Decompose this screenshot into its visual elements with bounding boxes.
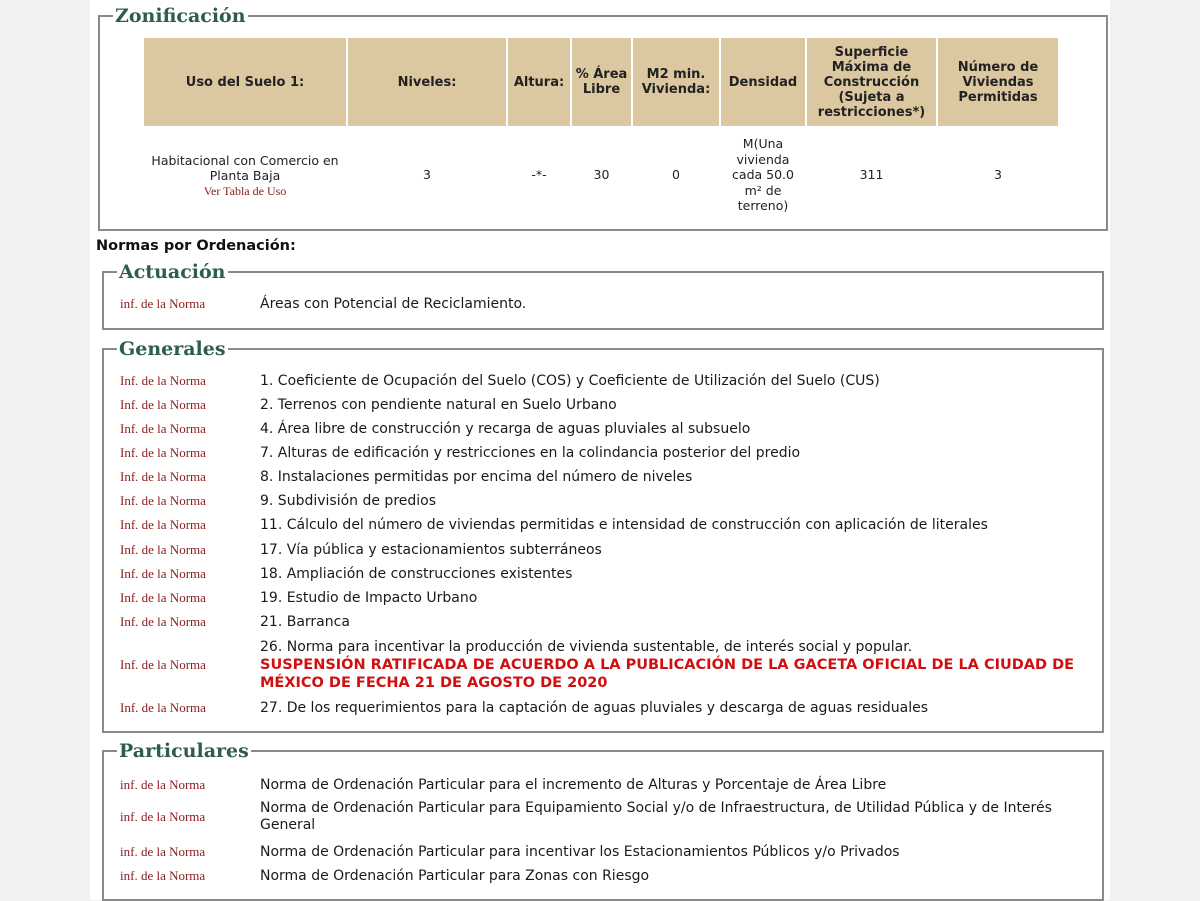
- cell-area-libre: 30: [593, 167, 610, 183]
- norma-row: [120, 515, 1100, 535]
- header-area-libre: % Área Libre: [572, 38, 631, 126]
- norma-text: [260, 373, 1100, 390]
- norma-description: 7. Alturas de edificación y restricciones en la colindancia posterior del predio: [260, 444, 801, 461]
- particulares-legend: Particulares: [119, 740, 249, 762]
- norma-description: 27. De los requerimientos para la captación de aguas pluviales y descarga de aguas residuales: [260, 699, 929, 716]
- norma-row: [120, 612, 1100, 632]
- norma-row: [120, 698, 1100, 718]
- inf-norma-link[interactable]: Inf. de la Norma: [120, 469, 206, 484]
- header-m2-min: M2 min. Vivienda:: [633, 38, 719, 126]
- norma-text: [260, 542, 1100, 559]
- header-densidad: Densidad: [721, 38, 805, 126]
- inf-norma-link[interactable]: inf. de la Norma: [120, 296, 206, 311]
- cell-densidad: M(Una vivienda cada 50.0 m² de terreno): [732, 136, 794, 214]
- inf-norma-link[interactable]: Inf. de la Norma: [120, 373, 206, 388]
- header-superficie: Superficie Máxima de Construcción (Sujeta a restricciones*): [807, 38, 936, 126]
- norma-row: [120, 588, 1100, 608]
- norma-row: [120, 798, 1100, 836]
- norma-text: [260, 700, 1100, 717]
- inf-norma-link[interactable]: Inf. de la Norma: [120, 614, 206, 629]
- norma-row: [120, 842, 1100, 862]
- cell-superficie: 311: [859, 167, 884, 183]
- norma-text: [260, 614, 1100, 631]
- norma-row: [120, 395, 1100, 415]
- inf-norma-link[interactable]: inf. de la Norma: [120, 868, 206, 883]
- header-viviendas: Número de Viviendas Permitidas: [938, 38, 1058, 126]
- normas-title: Normas por Ordenación:: [96, 238, 296, 254]
- norma-text: [260, 566, 1100, 583]
- norma-text: [260, 639, 1100, 692]
- norma-row: [120, 467, 1100, 487]
- norma-row: [120, 540, 1100, 560]
- norma-text: [260, 421, 1100, 438]
- cell-viviendas: 3: [994, 167, 1002, 183]
- cell-m2-min: 0: [672, 167, 680, 183]
- norma-text: Áreas con Potencial de Reciclamiento.: [260, 296, 527, 312]
- inf-norma-link[interactable]: Inf. de la Norma: [120, 700, 206, 715]
- norma-description: Norma de Ordenación Particular para Zonas con Riesgo: [260, 867, 650, 884]
- inf-norma-link[interactable]: Inf. de la Norma: [120, 397, 206, 412]
- norma-text: [260, 397, 1100, 414]
- zonificacion-legend: Zonificación: [115, 5, 246, 27]
- inf-norma-link[interactable]: inf. de la Norma: [120, 777, 206, 792]
- norma-description: 19. Estudio de Impacto Urbano: [260, 589, 478, 606]
- norma-row: [120, 866, 1100, 886]
- norma-text: [260, 868, 1100, 885]
- norma-row: [120, 371, 1100, 391]
- inf-norma-link[interactable]: inf. de la Norma: [120, 809, 206, 824]
- inf-norma-link[interactable]: Inf. de la Norma: [120, 445, 206, 460]
- norma-description: Norma de Ordenación Particular para incentivar los Estacionamientos Públicos y/o Privados: [260, 843, 900, 860]
- norma-description: Norma de Ordenación Particular para Equipamiento Social y/o de Infraestructura, de Utilidad Pública y de Interés General: [260, 800, 1052, 833]
- norma-text: [260, 493, 1100, 510]
- ver-tabla-link[interactable]: Ver Tabla de Uso: [203, 183, 287, 198]
- page: [90, 0, 1110, 900]
- norma-text: [260, 800, 1100, 834]
- inf-norma-link[interactable]: Inf. de la Norma: [120, 517, 206, 532]
- norma-text: [260, 469, 1100, 486]
- inf-norma-link[interactable]: Inf. de la Norma: [120, 542, 206, 557]
- norma-description: Norma de Ordenación Particular para el incremento de Alturas y Porcentaje de Área Libre: [260, 776, 887, 793]
- norma-row: [120, 564, 1100, 584]
- cell-altura: -*-: [531, 167, 547, 183]
- inf-norma-link[interactable]: Inf. de la Norma: [120, 421, 206, 436]
- norma-description: 17. Vía pública y estacionamientos subterráneos: [260, 541, 602, 558]
- norma-row: [120, 491, 1100, 511]
- norma-description: 8. Instalaciones permitidas por encima del número de niveles: [260, 468, 693, 485]
- norma-row: [120, 419, 1100, 439]
- cell-uso: [144, 128, 346, 222]
- inf-norma-link[interactable]: Inf. de la Norma: [120, 590, 206, 605]
- norma-description: 11. Cálculo del número de viviendas permitidas e intensidad de construcción con aplicación de literales: [260, 516, 988, 533]
- header-uso: Uso del Suelo 1:: [144, 38, 346, 126]
- norma-description: 26. Norma para incentivar la producción de vivienda sustentable, de interés social y popular.: [260, 638, 913, 655]
- cell-niveles: 3: [423, 167, 431, 183]
- norma-description: 4. Área libre de construcción y recarga de aguas pluviales al subsuelo: [260, 420, 751, 437]
- norma-description: 2. Terrenos con pendiente natural en Suelo Urbano: [260, 396, 617, 413]
- norma-description: 18. Ampliación de construcciones existentes: [260, 565, 573, 582]
- inf-norma-link[interactable]: Inf. de la Norma: [120, 493, 206, 508]
- inf-norma-link[interactable]: Inf. de la Norma: [120, 657, 206, 672]
- norma-row: [120, 443, 1100, 463]
- actuacion-row: [120, 296, 1100, 312]
- norma-description: 21. Barranca: [260, 613, 350, 630]
- actuacion-legend: Actuación: [119, 261, 226, 283]
- norma-text: [260, 777, 1100, 794]
- norma-row: [120, 636, 1100, 694]
- inf-norma-link[interactable]: inf. de la Norma: [120, 844, 206, 859]
- generales-legend: Generales: [119, 338, 226, 360]
- norma-row: [120, 775, 1100, 795]
- header-altura: Altura:: [508, 38, 570, 126]
- suspension-alert: SUSPENSIÓN RATIFICADA DE ACUERDO A LA PUBLICACIÓN DE LA GACETA OFICIAL DE LA CIUDAD DE MÉXICO DE FECHA 21 DE AGOSTO DE 2020: [260, 656, 1075, 691]
- norma-text: [260, 844, 1100, 861]
- header-niveles: Niveles:: [348, 38, 506, 126]
- inf-norma-link[interactable]: Inf. de la Norma: [120, 566, 206, 581]
- norma-text: [260, 590, 1100, 607]
- norma-text: [260, 445, 1100, 462]
- norma-description: 1. Coeficiente de Ocupación del Suelo (COS) y Coeficiente de Utilización del Suelo (CUS): [260, 372, 880, 389]
- uso-value: Habitacional con Comercio en Planta Baja: [151, 152, 339, 183]
- norma-text: [260, 517, 1100, 534]
- zonificacion-table: [142, 36, 1060, 224]
- norma-description: 9. Subdivisión de predios: [260, 492, 437, 509]
